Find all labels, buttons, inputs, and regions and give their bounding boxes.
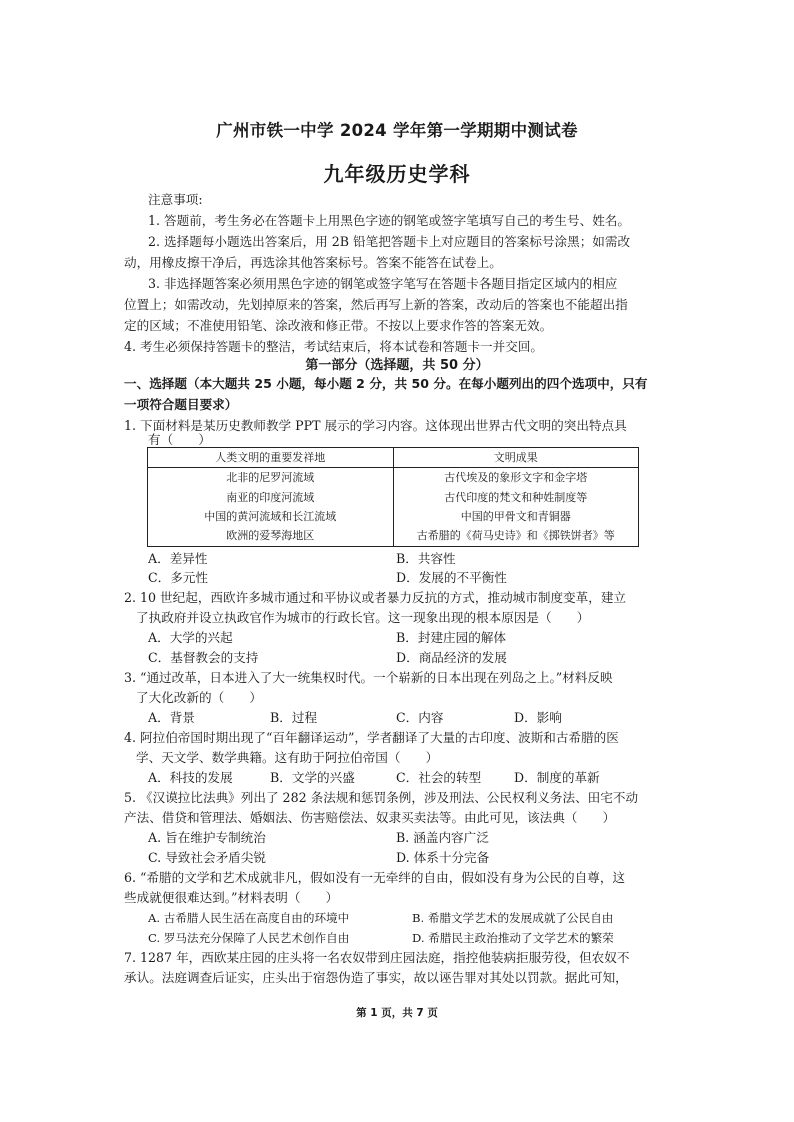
exam-title: 广州市铁一中学 2024 学年第一学期期中测试卷 — [216, 121, 578, 140]
notes-heading: 注意事项: — [148, 192, 203, 207]
option-c: C. 导致社会矛盾尖锐 — [148, 850, 266, 865]
table-row — [148, 488, 639, 507]
note-line: 位置上；如需改动，先划掉原来的答案，然后再写上新的答案，改动后的答案也不能超出指 — [124, 297, 628, 312]
note-line: 2. 选择题每小题选出答案后，用 2B 铅笔把答题卡上对应题目的答案标号涂黑；如需改 — [148, 234, 631, 249]
option-d: D. 希腊民主政治推动了文学艺术的繁荣 — [412, 931, 614, 945]
option-c: C．基督教会的支持 — [148, 650, 259, 665]
question-6-stem: 6. “希腊的文学和艺术成就非凡，假如没有一无牵绊的自由，假如没有身为公民的自尊，这 — [124, 870, 626, 885]
option-a: A．大学的兴起 — [148, 630, 233, 645]
option-b: B．共容性 — [396, 551, 456, 566]
option-b: B．文学的兴盛 — [270, 770, 355, 785]
question-3-stem: 3. “通过改革，日本进入了大一统集权时代。一个崭新的日本出现在列岛之上。”材料反映 — [124, 670, 613, 685]
table-cell: 古希腊的《荷马史诗》和《掷铁饼者》等 — [393, 527, 639, 547]
question-7-stem: 承认。法庭调查后证实，庄头出于宿怨伪造了事实，故以诬告罪对其处以罚款。据此可知， — [124, 970, 628, 985]
option-b: B．过程 — [270, 710, 318, 725]
option-c: C. 罗马法充分保障了人民艺术创作自由 — [148, 931, 350, 945]
table-cell: 南亚的印度河流域 — [148, 488, 394, 507]
option-a: A．差异性 — [148, 551, 208, 566]
table-header: 文明成果 — [393, 448, 639, 468]
section-intro: 一项符合题目要求） — [124, 397, 238, 412]
table-cell: 古代印度的梵文和种姓制度等 — [393, 488, 639, 507]
table-header-row — [148, 448, 639, 468]
option-c: C．多元性 — [148, 570, 209, 585]
note-line: 动，用橡皮擦干净后，再选涂其他答案标号。答案不能答在试卷上。 — [124, 255, 502, 270]
table-row — [148, 527, 639, 547]
question-3-stem: 了大化改新的（ ） — [136, 690, 262, 705]
table-header: 人类文明的重要发祥地 — [148, 448, 394, 468]
question-5-stem: 产法、借贷和管理法、婚姻法、伤害赔偿法、奴隶买卖法等。由此可见，该法典（ ） — [124, 810, 616, 825]
option-b: B．封建庄园的解体 — [396, 630, 507, 645]
option-b: B. 希腊文学艺术的发展成就了公民自由 — [412, 911, 614, 925]
note-line: 3. 非选择题答案必须用黑色字迹的钢笔或签字笔写在答题卡各题目指定区域内的相应 — [148, 276, 618, 291]
option-a: A. 旨在维护专制统治 — [148, 830, 266, 845]
table-cell: 中国的黄河流域和长江流域 — [148, 507, 394, 526]
option-b: B. 涵盖内容广泛 — [396, 830, 489, 845]
question-6-stem: 些成就便很难达到。”材料表明（ ） — [124, 890, 339, 905]
option-a: A. 古希腊人民生活在高度自由的环境中 — [148, 911, 350, 925]
question-5-stem: 5. 《汉谟拉比法典》列出了 282 条法规和惩罚条例，涉及刑法、公民权利义务法、田宅不动 — [124, 790, 639, 805]
option-a: A．背景 — [148, 710, 195, 725]
section-intro: 一、选择题（本大题共 25 小题，每小题 2 分，共 50 分。在每小题列出的四个选项中，只有 — [124, 376, 648, 391]
question-4-stem: 学、天文学、数学典籍。这有助于阿拉伯帝国（ ） — [136, 750, 439, 765]
option-d: D．影响 — [514, 710, 562, 725]
option-c: C．内容 — [396, 710, 444, 725]
table-cell: 古代埃及的象形文字和金字塔 — [393, 468, 639, 488]
note-line: 定的区域；不准使用铅笔、涂改液和修正带。不按以上要求作答的答案无效。 — [124, 318, 553, 333]
civilization-table — [147, 447, 639, 547]
option-c: C．社会的转型 — [396, 770, 482, 785]
question-7-stem: 7. 1287 年，西欧某庄园的庄头将一名农奴带到庄园法庭，指控他装病拒服劳役，但农奴不 — [124, 950, 630, 965]
note-line: 4. 考生必须保持答题卡的整洁，考试结束后，将本试卷和答题卡一并交回。 — [124, 339, 544, 354]
table-row — [148, 507, 639, 526]
table-row — [148, 468, 639, 488]
question-1-stem: 有（ ） — [148, 432, 211, 447]
option-d: D．商品经济的发展 — [396, 650, 507, 665]
question-2-stem: 了执政府并设立执政官作为城市的行政长官。这一现象出现的根本原因是（ ） — [136, 610, 590, 625]
question-1-stem: 1. 下面材料是某历史教师教学 PPT 展示的学习内容。这体现出世界古代文明的突出特点具 — [124, 418, 627, 433]
table-cell: 北非的尼罗河流域 — [148, 468, 394, 488]
option-a: A．科技的发展 — [148, 770, 233, 785]
question-4-stem: 4. 阿拉伯帝国时期出现了“百年翻译运动”，学者翻译了大量的古印度、波斯和古希腊的医 — [124, 730, 619, 745]
option-d: D．制度的革新 — [514, 770, 600, 785]
note-line: 1. 答题前，考生务必在答题卡上用黑色字迹的钢笔或签字笔填写自己的考生号、姓名。 — [148, 213, 630, 228]
question-2-stem: 2. 10 世纪起，西欧许多城市通过和平协议或者暴力反抗的方式，推动城市制度变革，建立 — [124, 590, 627, 605]
page-number: 第 1 页，共 7 页 — [356, 1007, 438, 1019]
table-cell: 中国的甲骨文和青铜器 — [393, 507, 639, 526]
table-cell: 欧洲的爱琴海地区 — [148, 527, 394, 547]
option-d: D. 体系十分完备 — [396, 850, 490, 865]
option-d: D．发展的不平衡性 — [396, 570, 507, 585]
section-title: 第一部分（选择题，共 50 分） — [305, 358, 489, 373]
subject-title: 九年级历史学科 — [323, 162, 471, 186]
